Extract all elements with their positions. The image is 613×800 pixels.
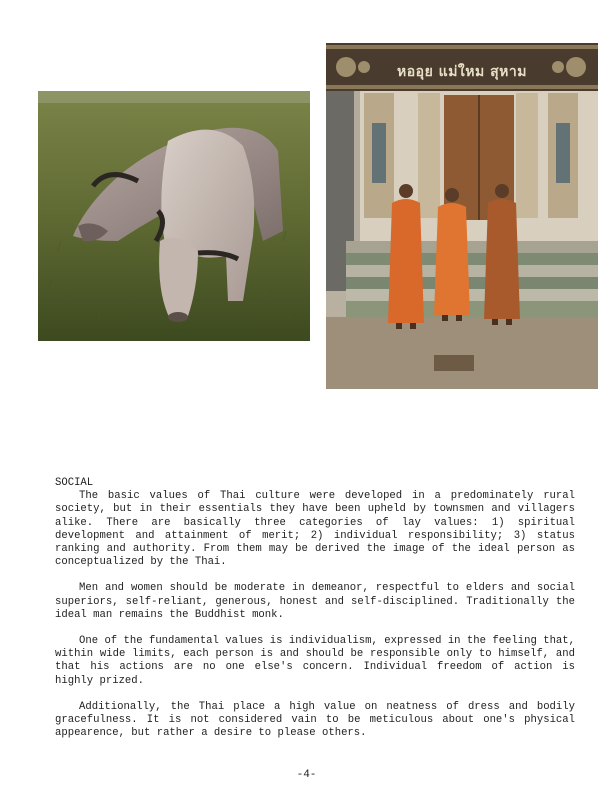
buffalo-photo [38, 91, 310, 341]
monks-temple-photo [326, 43, 598, 389]
buffalo-image [38, 91, 310, 341]
section-heading: SOCIAL [55, 477, 94, 489]
social-section [55, 477, 575, 753]
page-number: -4- [296, 769, 317, 781]
paragraph-4: Additionally, the Thai place a high value on neatness of dress and bodily gracefulness. It is not considered vain to be meticulous about one's physical appearence, but rather a desire to please others. [55, 700, 575, 740]
paragraph-1: The basic values of Thai culture were developed in a predominately rural society, but in their essentials they have been upheld by townsmen and villagers alike. There are basically three categories of lay values: 1) spiritual development and attainment of merit; 2) individual responsibility; 3) status ranking and authority. From them may be derived the image of the ideal person as conceptualized by the Thai. [55, 490, 575, 569]
paragraph-3: One of the fundamental values is individualism, expressed in the feeling that, within wide limits, each person is and should be responsible only to himself, and that his actions are no one else's concern. Individual freedom of action is highly prized. [55, 635, 575, 687]
temple-image [326, 43, 598, 389]
paragraph-2: Men and women should be moderate in demeanor, respectful to elders and social superiors, self-reliant, generous, honest and self-disciplined. Traditionally the ideal man remains the Buddhist monk. [55, 582, 575, 621]
temple-sign-text: หออุย แม่ใหม สุหาม [397, 64, 527, 80]
